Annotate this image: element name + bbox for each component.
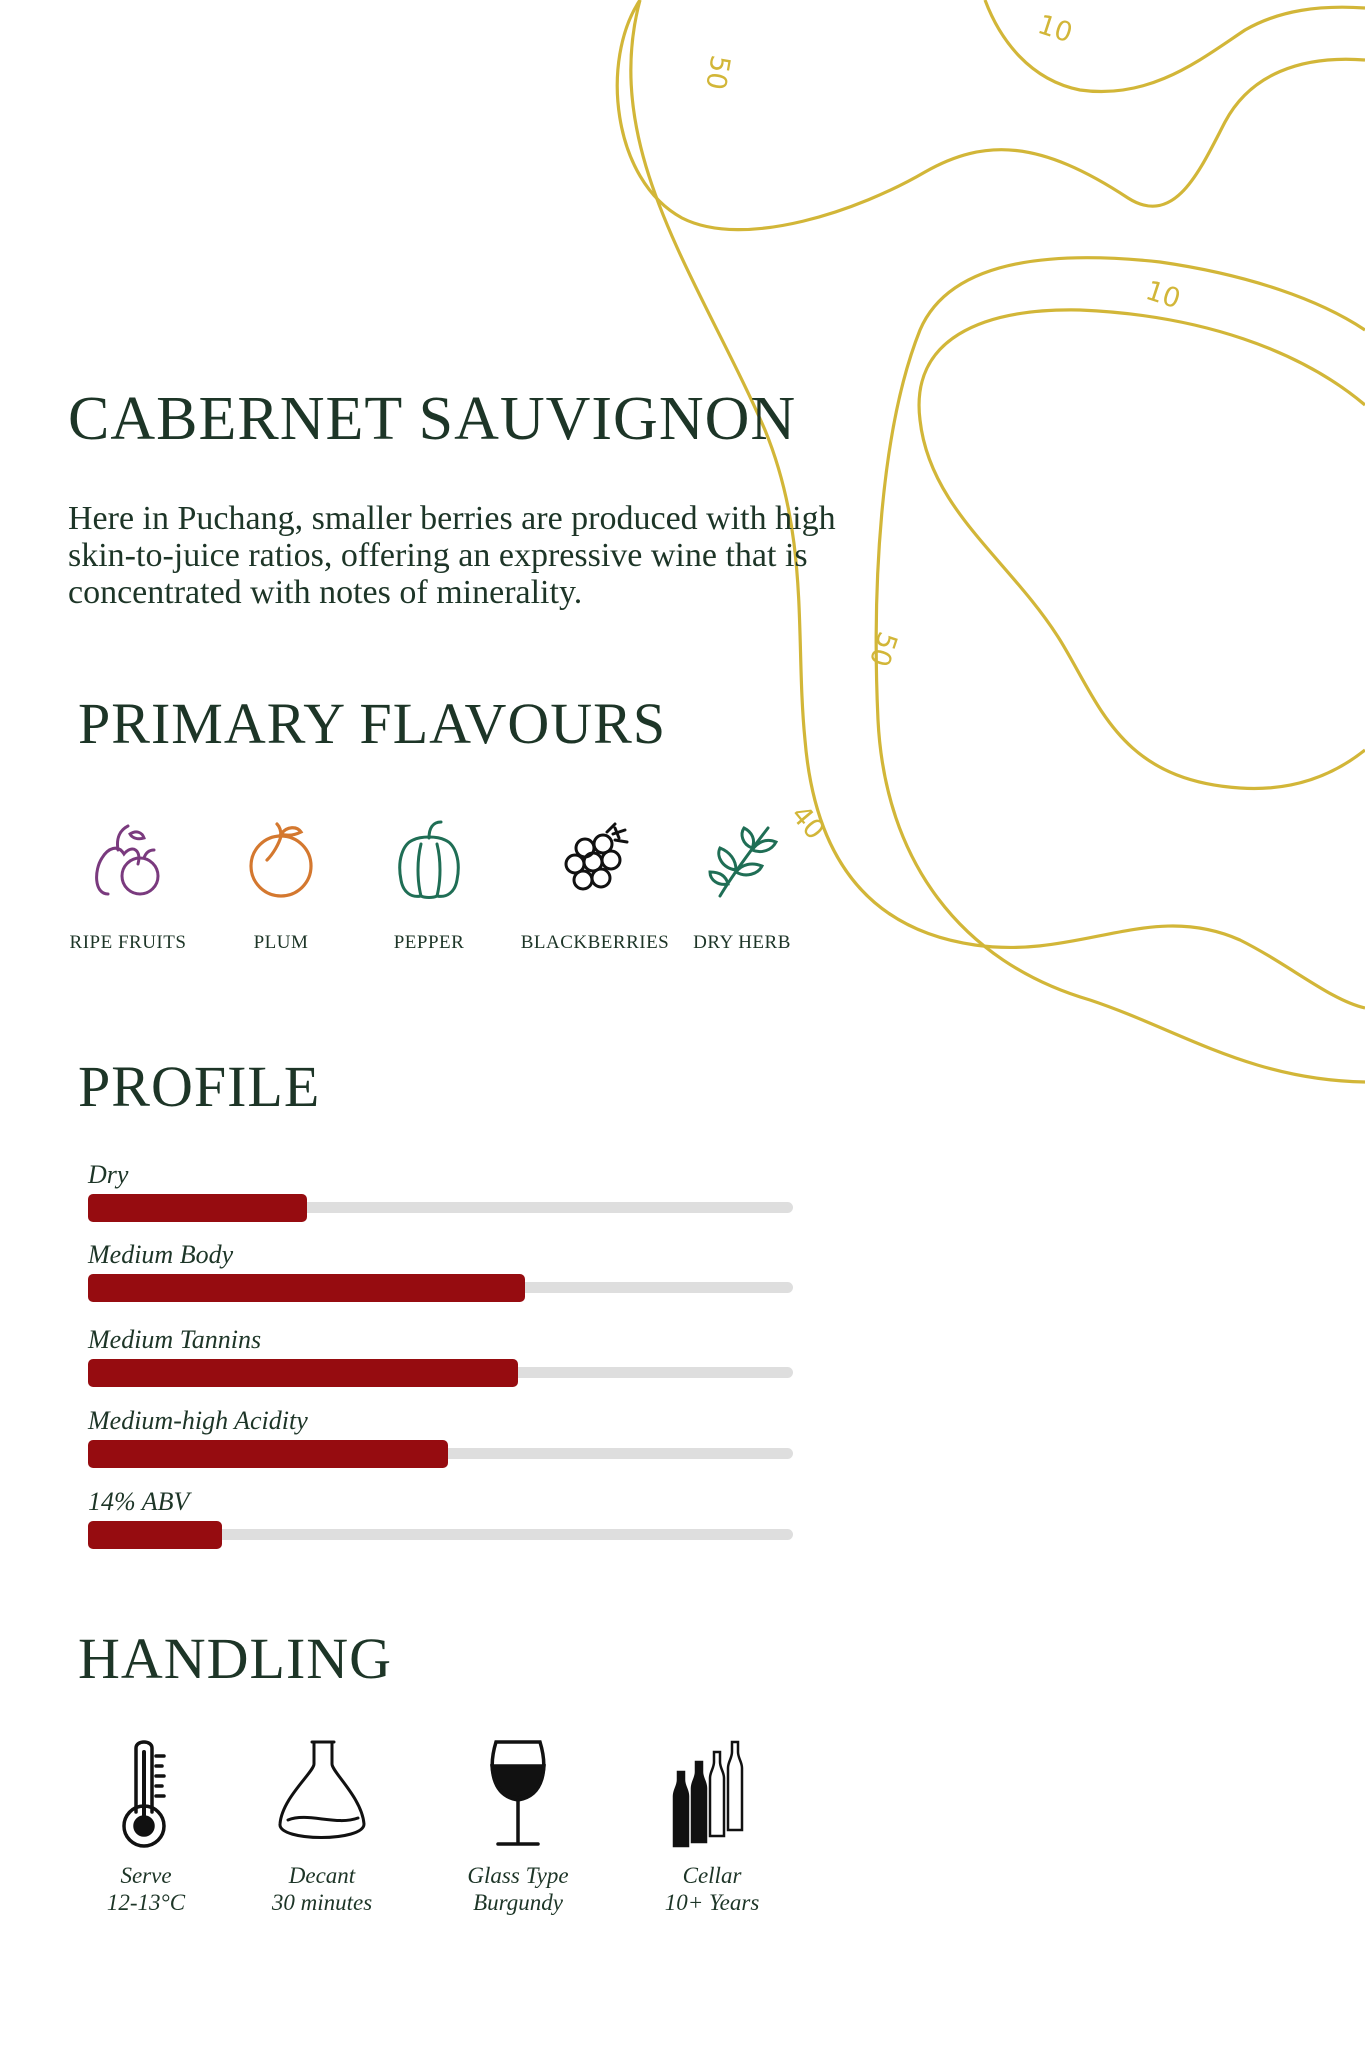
profile-track <box>88 1448 793 1459</box>
wine-title: CABERNET SAUVIGNON <box>68 385 797 453</box>
handling-title: Cellar <box>682 1863 742 1888</box>
profile-row-tannins <box>88 1325 793 1391</box>
contour-label: 50 <box>862 627 903 671</box>
profile-heading: PROFILE <box>78 1054 321 1119</box>
contour-label: 10 <box>1141 275 1185 316</box>
profile-row-body <box>88 1240 793 1306</box>
contour-label: 10 <box>1033 9 1077 50</box>
wine-description: Here in Puchang, smaller berries are produced with high skin-to-juice ratios, offering an expressive wine that is concentrated with notes of minerality. <box>68 500 836 611</box>
profile-label: Medium Tannins <box>88 1325 262 1354</box>
handling-heading: HANDLING <box>78 1626 393 1691</box>
profile-row-acidity <box>88 1406 793 1472</box>
flavour-label: PEPPER <box>393 932 465 953</box>
profile-track <box>88 1367 793 1378</box>
handling-value: 12-13°C <box>106 1890 186 1915</box>
blackberry-icon <box>555 820 635 900</box>
profile-level-bar <box>88 1194 307 1222</box>
profile-track <box>88 1282 793 1293</box>
contour-line <box>919 310 1365 789</box>
wine-bottles-icon <box>662 1738 762 1850</box>
flavour-ripe-fruits <box>48 820 208 980</box>
profile-label: Dry <box>88 1160 129 1189</box>
plum-icon <box>241 820 321 900</box>
handling-value: Burgundy <box>473 1890 563 1915</box>
flavour-label: DRY HERB <box>693 932 791 953</box>
handling-cellar <box>622 1738 802 1938</box>
profile-level-bar <box>88 1274 525 1302</box>
handling-label <box>428 1862 608 1916</box>
decanter-icon <box>272 1738 372 1850</box>
contour-label: 40 <box>784 799 831 846</box>
handling-value: 30 minutes <box>271 1890 373 1915</box>
flavour-label: BLACKBERRIES <box>520 932 670 953</box>
handling-glass <box>428 1738 608 1938</box>
ripe-fruits-icon <box>88 820 168 900</box>
flavour-plum <box>201 820 361 980</box>
profile-label: Medium-high Acidity <box>88 1406 308 1435</box>
handling-label <box>56 1862 236 1916</box>
profile-track <box>88 1202 793 1213</box>
thermometer-icon <box>96 1738 196 1850</box>
profile-level-bar <box>88 1440 448 1468</box>
profile-track <box>88 1529 793 1540</box>
flavour-label: RIPE FRUITS <box>69 932 187 953</box>
profile-level-bar <box>88 1521 222 1549</box>
profile-row-dry <box>88 1160 793 1226</box>
contour-label: 50 <box>699 52 736 93</box>
pepper-icon <box>389 820 469 900</box>
handling-label <box>622 1862 802 1916</box>
profile-label: Medium Body <box>88 1240 234 1269</box>
profile-label: 14% ABV <box>88 1487 190 1516</box>
handling-label <box>232 1862 412 1916</box>
contour-line <box>617 0 1365 230</box>
contour-line <box>876 258 1365 1082</box>
flavour-blackberries <box>515 820 675 980</box>
handling-title: Serve <box>120 1863 172 1888</box>
flavour-label: PLUM <box>253 932 309 953</box>
primary-flavours-heading: PRIMARY FLAVOURS <box>78 691 667 756</box>
handling-title: Glass Type <box>467 1863 569 1888</box>
handling-serve <box>56 1738 236 1938</box>
handling-value: 10+ Years <box>664 1890 760 1915</box>
wine-glass-icon <box>468 1738 568 1850</box>
flavour-pepper <box>349 820 509 980</box>
profile-level-bar <box>88 1359 518 1387</box>
dry-herb-icon <box>702 820 782 900</box>
flavour-dry-herb <box>662 820 822 980</box>
handling-decant <box>232 1738 412 1938</box>
profile-row-abv <box>88 1487 793 1553</box>
handling-title: Decant <box>288 1863 356 1888</box>
